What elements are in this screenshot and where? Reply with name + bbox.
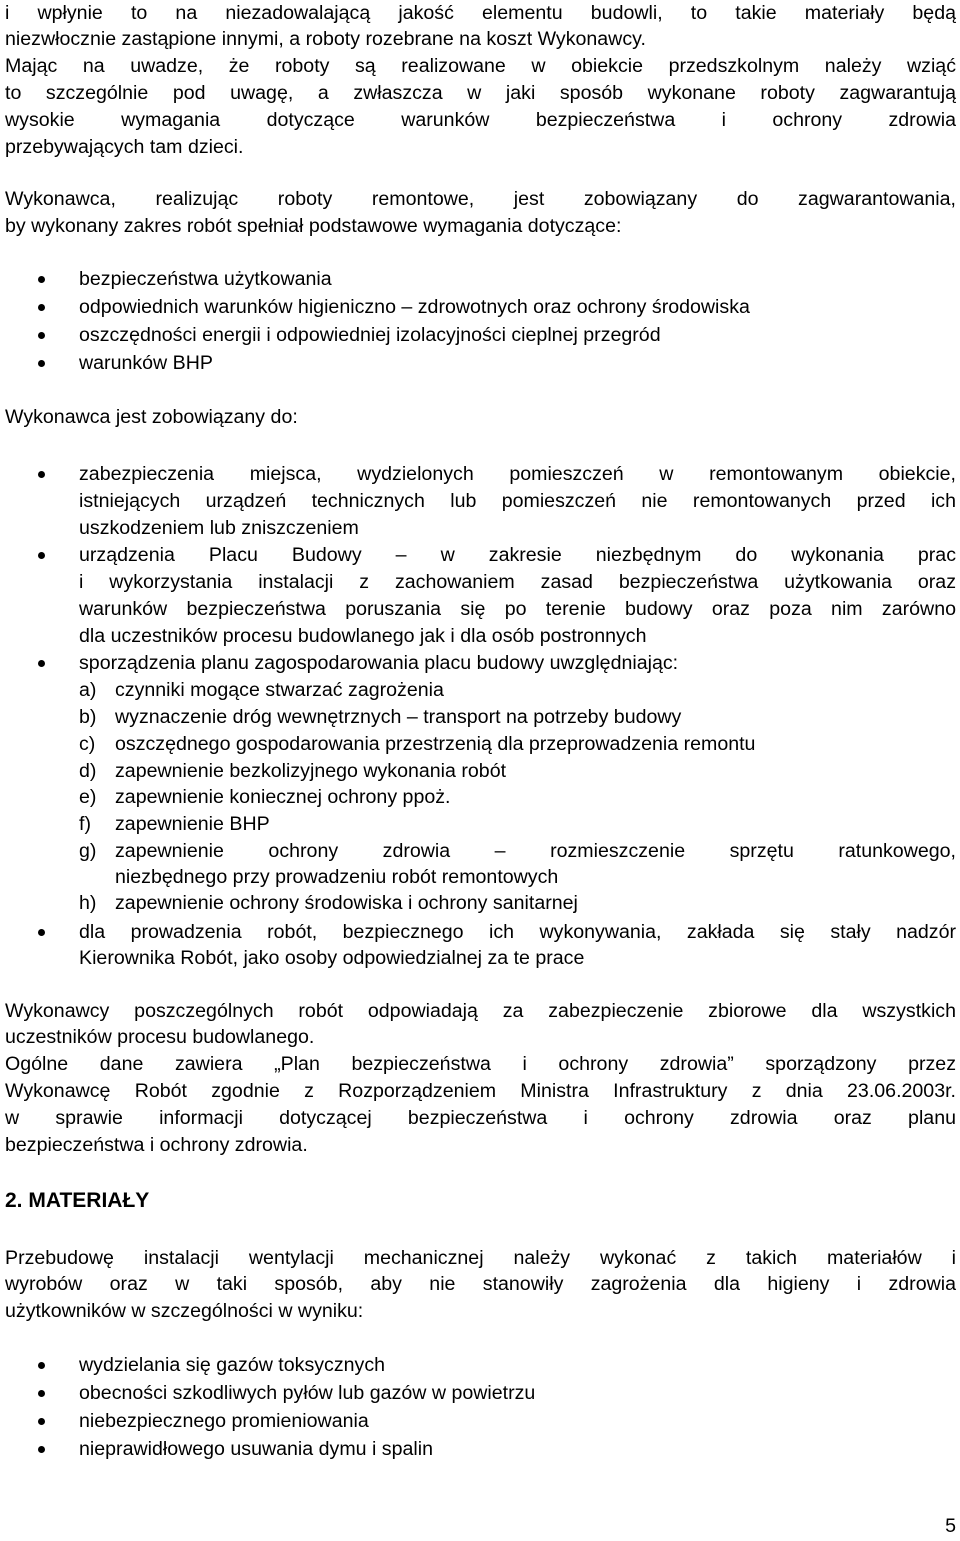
bullet-icon (38, 304, 45, 311)
intro-line: niezwłocznie zastąpione innymi, a roboty rozebrane na koszt Wykonawcy. (5, 28, 646, 50)
para4-line: wyrobów oraz w taki sposób, aby nie stanowiły zagrożenia dla higieny i zdrowia (5, 1273, 956, 1295)
obligations-heading: Wykonawca jest zobowiązany do: (5, 406, 298, 428)
list-item: dla prowadzenia robót, bezpiecznego ich wykonywania, zakłada się stały nadzór (79, 921, 956, 943)
sub-list-item (79, 890, 956, 917)
list-item-cont: dla uczestników procesu budowlanego jak i dla osób postronnych (79, 625, 647, 647)
list-item: nieprawidłowego usuwania dymu i spalin (79, 1438, 433, 1460)
bullet-icon (38, 276, 45, 283)
list-item: wydzielania się gazów toksycznych (79, 1354, 386, 1376)
list-item-cont: warunków bezpieczeństwa poruszania się po terenie budowy oraz poza nim zarówno (79, 598, 956, 620)
sub-list-text: zapewnienie ochrony środowiska i ochrony sanitarnej (115, 892, 578, 914)
sub-list-letter: f) (79, 813, 91, 835)
list-item-cont: Kierownika Robót, jako osoby odpowiedzialnej za te prace (79, 947, 585, 969)
bullet-icon (38, 1446, 45, 1453)
sub-list-text: zapewnienie BHP (115, 813, 270, 835)
sub-list-text: zapewnienie ochrony zdrowia – rozmieszczenie sprzętu ratunkowego, (115, 840, 956, 862)
sub-list-item-cont: niezbędnego przy prowadzeniu robót remontowych (115, 866, 559, 888)
sub-list-item (79, 731, 956, 758)
list-item: obecności szkodliwych pyłów lub gazów w powietrzu (79, 1382, 536, 1404)
sub-list-letter: h) (79, 892, 97, 914)
sub-list-text: czynniki mogące stwarzać zagrożenia (115, 679, 444, 701)
sub-list-letter: e) (79, 786, 97, 808)
sub-list-text: zapewnienie koniecznej ochrony ppoż. (115, 786, 451, 808)
sub-list-item (79, 704, 956, 731)
bullet-icon (38, 1362, 45, 1369)
para3-line: uczestników procesu budowlanego. (5, 1026, 315, 1048)
intro-line: i wpłynie to na niezadowalającą jakość elementu budowli, to takie materiały będą (5, 2, 956, 24)
page-number: 5 (945, 1515, 956, 1537)
sub-list-item (79, 838, 956, 865)
sub-list-item (79, 811, 956, 838)
para2-line: Wykonawca, realizując roboty remontowe, jest zobowiązany do zagwarantowania, (5, 188, 956, 210)
intro-line: to szczególnie pod uwagę, a zwłaszcza w jaki sposób wykonane roboty zagwarantują (5, 82, 956, 104)
sub-list-letter: b) (79, 706, 97, 728)
list-item: oszczędności energii i odpowiedniej izolacyjności cieplnej przegród (79, 324, 661, 346)
bullet-icon (38, 360, 45, 367)
para3-line: Wykonawcy poszczególnych robót odpowiadają za zabezpieczenie zbiorowe dla wszystkich (5, 1000, 956, 1022)
list-item: urządzenia Placu Budowy – w zakresie niezbędnym do wykonania prac (79, 544, 956, 566)
para3-line: bezpieczeństwa i ochrony zdrowia. (5, 1134, 308, 1156)
section-heading: 2. MATERIAŁY (5, 1189, 150, 1212)
list-item: sporządzenia planu zagospodarowania placu budowy uwzględniając: (79, 652, 679, 674)
intro-line: wysokie wymagania dotyczące warunków bezpieczeństwa i ochrony zdrowia (5, 109, 956, 131)
bullet-icon (38, 332, 45, 339)
sub-list-item (79, 758, 956, 785)
sub-list-text: oszczędnego gospodarowania przestrzenią dla przeprowadzenia remontu (115, 733, 756, 755)
intro-line: przebywających tam dzieci. (5, 136, 244, 158)
bullet-icon (38, 1390, 45, 1397)
list-item: niebezpiecznego promieniowania (79, 1410, 369, 1432)
list-item: warunków BHP (79, 352, 213, 374)
sub-list-letter: a) (79, 679, 97, 701)
bullet-icon (38, 471, 45, 478)
para4-line: użytkowników w szczególności w wyniku: (5, 1300, 364, 1322)
bullet-icon (38, 660, 45, 667)
bullet-icon (38, 929, 45, 936)
bullet-icon (38, 1418, 45, 1425)
para4-line: Przebudowę instalacji wentylacji mechanicznej należy wykonać z takich materiałów i (5, 1247, 956, 1269)
para3-line: Ogólne dane zawiera „Plan bezpieczeństwa i ochrony zdrowia” sporządzony przez (5, 1053, 956, 1075)
sub-list-text: wyznaczenie dróg wewnętrznych – transport na potrzeby budowy (115, 706, 682, 728)
para3-line: Wykonawcę Robót zgodnie z Rozporządzeniem Ministra Infrastruktury z dnia 23.06.2003r. (5, 1080, 956, 1102)
sub-list-item (79, 677, 956, 704)
list-item: zabezpieczenia miejsca, wydzielonych pomieszczeń w remontowanym obiekcie, (79, 463, 956, 485)
intro-line: Mając na uwadze, że roboty są realizowane w obiekcie przedszkolnym należy wziąć (5, 55, 956, 77)
sub-list-item (79, 784, 956, 811)
list-item-cont: istniejących urządzeń technicznych lub pomieszczeń nie remontowanych przed ich (79, 490, 956, 512)
sub-list-letter: c) (79, 733, 96, 755)
sub-list-letter: g) (79, 840, 97, 862)
list-item: odpowiednich warunków higieniczno – zdrowotnych oraz ochrony środowiska (79, 296, 750, 318)
sub-list-text: zapewnienie bezkolizyjnego wykonania robót (115, 760, 507, 782)
list-item: bezpieczeństwa użytkowania (79, 268, 332, 290)
list-item-cont: i wykorzystania instalacji z zachowaniem zasad bezpieczeństwa użytkowania oraz (79, 571, 956, 593)
bullet-icon (38, 552, 45, 559)
para3-line: w sprawie informacji dotyczącej bezpieczeństwa i ochrony zdrowia oraz planu (5, 1107, 956, 1129)
para2-line: by wykonany zakres robót spełniał podstawowe wymagania dotyczące: (5, 215, 622, 237)
list-item-cont: uszkodzeniem lub zniszczeniem (79, 517, 359, 539)
sub-list-letter: d) (79, 760, 97, 782)
